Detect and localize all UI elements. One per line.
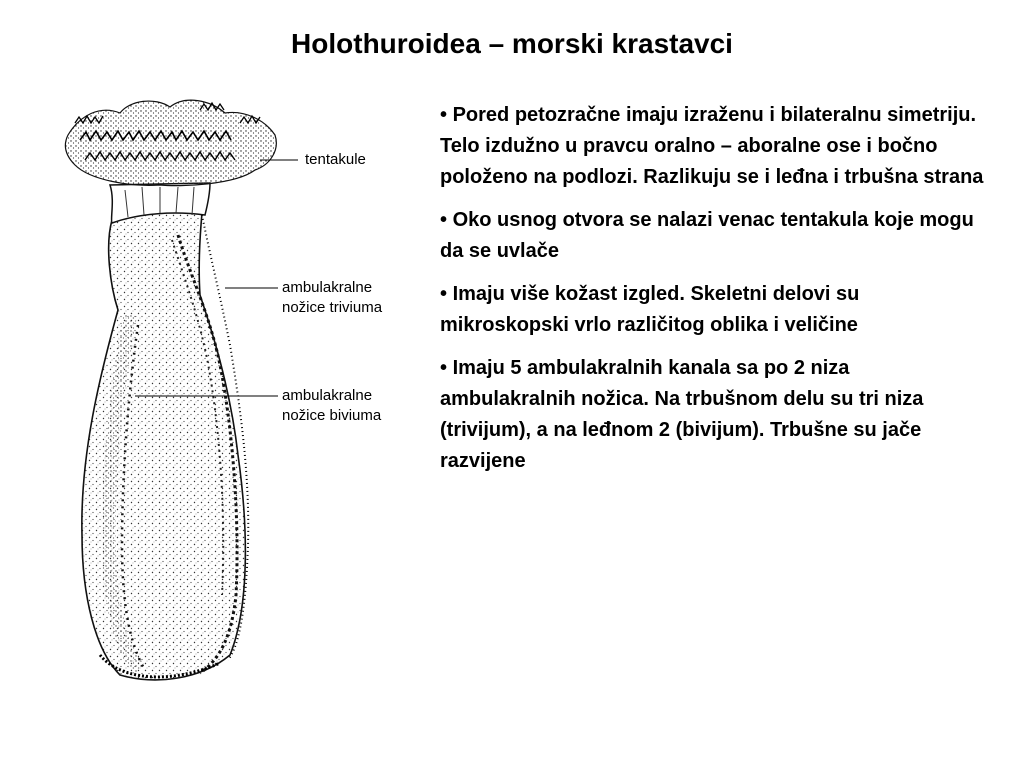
- bullet-text: Imaju 5 ambulakralnih kanala sa po 2 niza ambulakralnih nožica. Na trbušnom delu su tri niza (trivijum), a na leđnom 2 (bivijum). Trbušne su jače razvijene: [440, 357, 924, 472]
- trivium-label-line1: ambulakralne: [282, 279, 373, 296]
- bullet-item: [440, 100, 985, 193]
- bullet-text: Oko usnog otvora se nalazi venac tentakula koje mogu da se uvlače: [440, 209, 974, 262]
- bullet-marker: •: [440, 209, 448, 231]
- trivium-label-line2: nožice triviuma: [282, 299, 383, 316]
- tentacles-label: tentakule: [305, 151, 366, 168]
- bullet-marker: •: [440, 357, 448, 379]
- bivium-label-line2: nožice biviuma: [282, 407, 382, 424]
- slide-title: Holothuroidea – morski krastavci: [291, 28, 733, 59]
- bullet-item: [440, 205, 985, 267]
- bullet-text: Pored petozračne imaju izraženu i bilateralnu simetriju. Telo izdužno u pravcu oralno – aboralne ose i bočno položeno na podlozi. Razlikuju se i leđna i trbušna strana: [440, 104, 984, 188]
- bullet-item: [440, 279, 985, 341]
- bullet-list: [440, 100, 985, 489]
- bullet-marker: •: [440, 283, 448, 305]
- bullet-marker: •: [440, 104, 448, 126]
- bullet-item: [440, 353, 985, 477]
- bivium-label-line1: ambulakralne: [282, 387, 373, 404]
- bullet-text: Imaju više kožast izgled. Skeletni delovi su mikroskopski vrlo različitog oblika i veličine: [440, 283, 860, 336]
- tentacle-crown: [65, 100, 276, 185]
- sea-cucumber-figure: [60, 95, 420, 685]
